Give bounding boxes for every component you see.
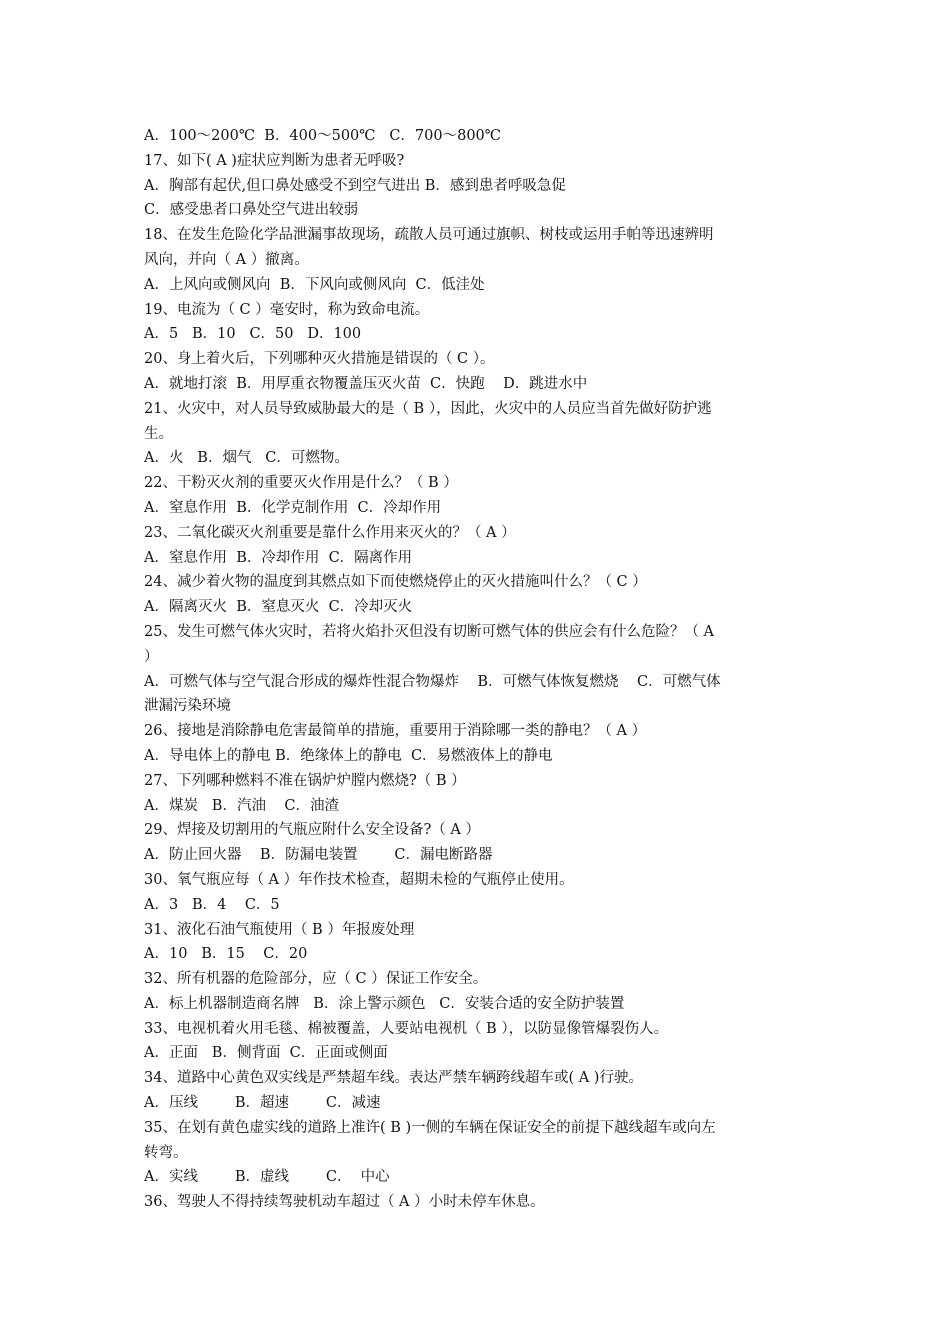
options-line: A．实线 B．虚线 C． 中心: [144, 1169, 390, 1186]
question-31: 31、液化石油气瓶使用（ B ）年报废处理: [144, 921, 415, 938]
text-line: 风向，并向（ A ）撤离。: [144, 251, 309, 268]
options-line: A．10 B．15 C．20: [144, 946, 308, 963]
options-line: A．窒息作用 B．冷却作用 C．隔离作用: [144, 549, 413, 566]
question-33: 33、电视机着火用毛毯、棉被覆盖，人要站电视机（ B ），以防显像管爆裂伤人。: [144, 1020, 669, 1037]
question-24: 24、减少着火物的温度到其燃点如下而使燃烧停止的灭火措施叫什么？（ C ）: [144, 574, 647, 591]
text-line: 泄漏污染环境: [144, 698, 231, 715]
options-line: A．可燃气体与空气混合形成的爆炸性混合物爆炸 B．可燃气体恢复燃烧 C．可燃气体: [144, 673, 721, 690]
question-19: 19、电流为（ C ）毫安时，称为致命电流。: [144, 301, 430, 318]
options-line: A．压线 B．超速 C．减速: [144, 1095, 381, 1112]
question-21: 21、火灾中，对人员导致威胁最大的是（ B ），因此，火灾中的人员应当首先做好防护逃: [144, 400, 712, 417]
options-line: A．导电体上的静电 B．绝缘体上的静电 C．易燃液体上的静电: [144, 747, 553, 764]
options-line: A．5 B．10 C．50 D．100: [144, 326, 362, 343]
text-line: ）: [144, 648, 159, 665]
options-line: A．标上机器制造商名牌 B．涂上警示颜色 C．安装合适的安全防护装置: [144, 995, 625, 1012]
document-body: [144, 124, 810, 1215]
question-23: 23、二氧化碳灭火剂重要是靠什么作用来灭火的？（ A ）: [144, 524, 516, 541]
question-20: 20、身上着火后，下列哪种灭火措施是错误的（ C ）。: [144, 351, 495, 368]
question-30: 30、氧气瓶应每（ A ）年作技术检查，超期未检的气瓶停止使用。: [144, 871, 574, 888]
question-35: 35、在划有黄色虚实线的道路上准许( B )一侧的车辆在保证安全的前提下越线超车或向左: [144, 1119, 716, 1136]
question-29: 29、焊接及切割用的气瓶应附什么安全设备?（ A ）: [144, 822, 480, 839]
question-22: 22、干粉灭火剂的重要灭火作用是什么？（ B ）: [144, 475, 458, 492]
options-line: A．正面 B．侧背面 C．正面或侧面: [144, 1045, 388, 1062]
question-26: 26、接地是消除静电危害最简单的措施，重要用于消除哪一类的静电？（ A ）: [144, 723, 647, 740]
options-line: A．火 B．烟气 C．可燃物。: [144, 450, 349, 467]
text-line: A．100～200℃ B．400～500℃ C．700～800℃: [144, 128, 501, 144]
options-line: A．煤炭 B．汽油 C．油渣: [144, 797, 339, 814]
question-32: 32、所有机器的危险部分，应（ C ）保证工作安全。: [144, 971, 488, 988]
options-line: A．窒息作用 B．化学克制作用 C．冷却作用: [144, 499, 442, 516]
question-27: 27、下列哪种燃料不准在锅炉炉膛内燃烧?（ B ）: [144, 772, 466, 789]
question-34: 34、道路中心黄色双实线是严禁超车线。表达严禁车辆跨线超车或( A )行驶。: [144, 1070, 643, 1087]
options-line: A．3 B．4 C．5: [144, 896, 280, 913]
question-36: 36、驾驶人不得持续驾驶机动车超过（ A ）小时未停车休息。: [144, 1194, 545, 1211]
question-17: 17、如下( A )症状应判断为患者无呼吸?: [144, 152, 405, 169]
options-line: C．感受患者口鼻处空气进出较弱: [144, 202, 359, 219]
question-18: 18、在发生危险化学品泄漏事故现场，疏散人员可通过旗帜、树枝或运用手帕等迅速辨明: [144, 227, 714, 244]
text-line: 转弯。: [144, 1144, 188, 1161]
options-line: A．就地打滚 B．用厚重衣物覆盖压灭火苗 C．快跑 D．跳进水中: [144, 375, 588, 392]
options-line: A．隔离灭火 B．窒息灭火 C．冷却灭火: [144, 599, 413, 616]
options-line: A．上风向或侧风向 B．下风向或侧风向 C．低洼处: [144, 276, 485, 293]
options-line: A．防止回火器 B．防漏电装置 C．漏电断路器: [144, 847, 493, 864]
options-line: A．胸部有起伏,但口鼻处感受不到空气进出 B．感到患者呼吸急促: [144, 177, 566, 194]
text-line: 生。: [144, 425, 173, 442]
question-25: 25、发生可燃气体火灾时，若将火焰扑灭但没有切断可燃气体的供应会有什么危险？（ A: [144, 623, 715, 640]
